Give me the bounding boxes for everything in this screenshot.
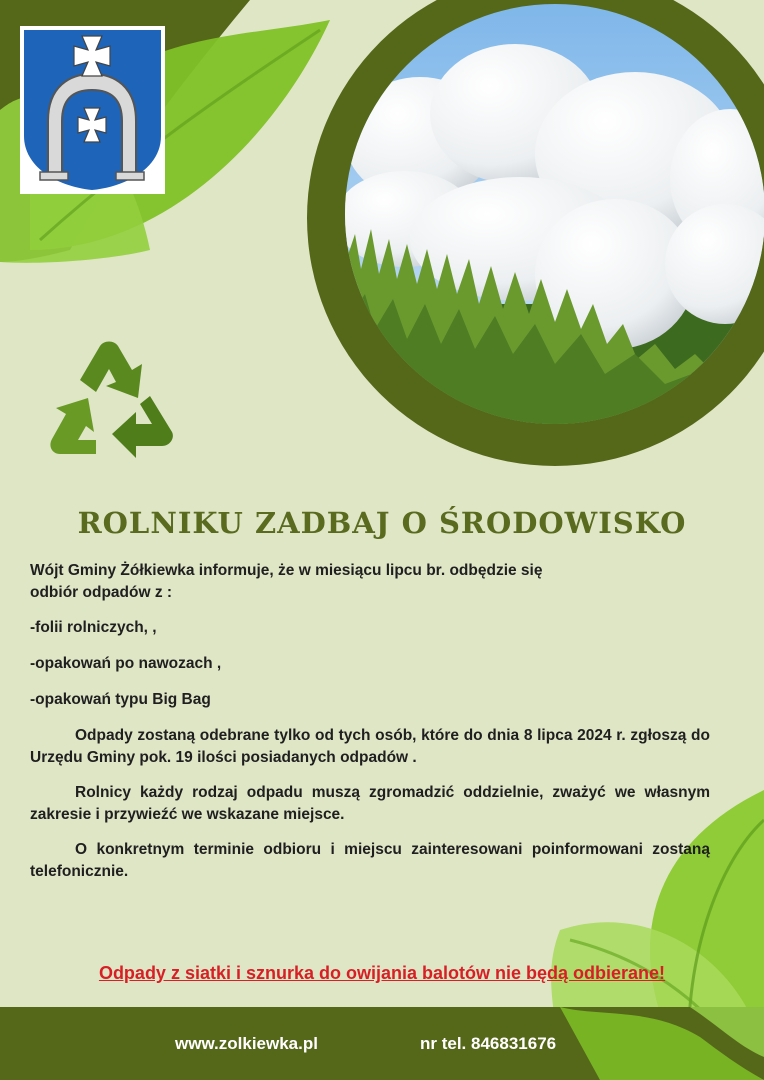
paragraph-contact: O konkretnym terminie odbioru i miejscu zainteresowani poinformowani zostaną telefonicznie. [30,841,710,880]
recycle-icon [42,336,180,470]
intro-line-2: odbiór odpadów z : [30,584,173,601]
paragraph-sorting: Rolnicy każdy rodzaj odpadu muszą zgromadzić oddzielnie, zważyć we własnym zakresie i przywieźć we wskazane miejsce. [30,784,710,823]
coat-of-arms [20,26,165,194]
hay-bales-photo [345,4,764,424]
intro-line-1: Wójt Gminy Żółkiewka informuje, że w miesiącu lipcu br. odbędzie się [30,562,543,579]
footer-website[interactable]: www.zolkiewka.pl [175,1034,318,1053]
warning-note: Odpady z siatki i sznurka do owijania balotów nie będą odbierane! [98,963,666,983]
announcement-body [30,560,710,896]
footer-bar [0,1007,764,1080]
paragraph-deadline: Odpady zostaną odebrane tylko od tych osób, które do dnia 8 lipca 2024 r. zgłoszą do Urzędu Gminy pok. 19 ilości posiadanych odpadów . [30,727,710,766]
intro [30,560,710,604]
list-item: -folii rolniczych, , [30,619,157,636]
list-item: -opakowań po nawozach , [30,655,222,672]
list-item: -opakowań typu Big Bag [30,691,211,708]
poster-title: ROLNIKU ZADBAJ O ŚRODOWISKO [77,506,687,540]
footer-phone: nr tel. 846831676 [420,1034,557,1053]
